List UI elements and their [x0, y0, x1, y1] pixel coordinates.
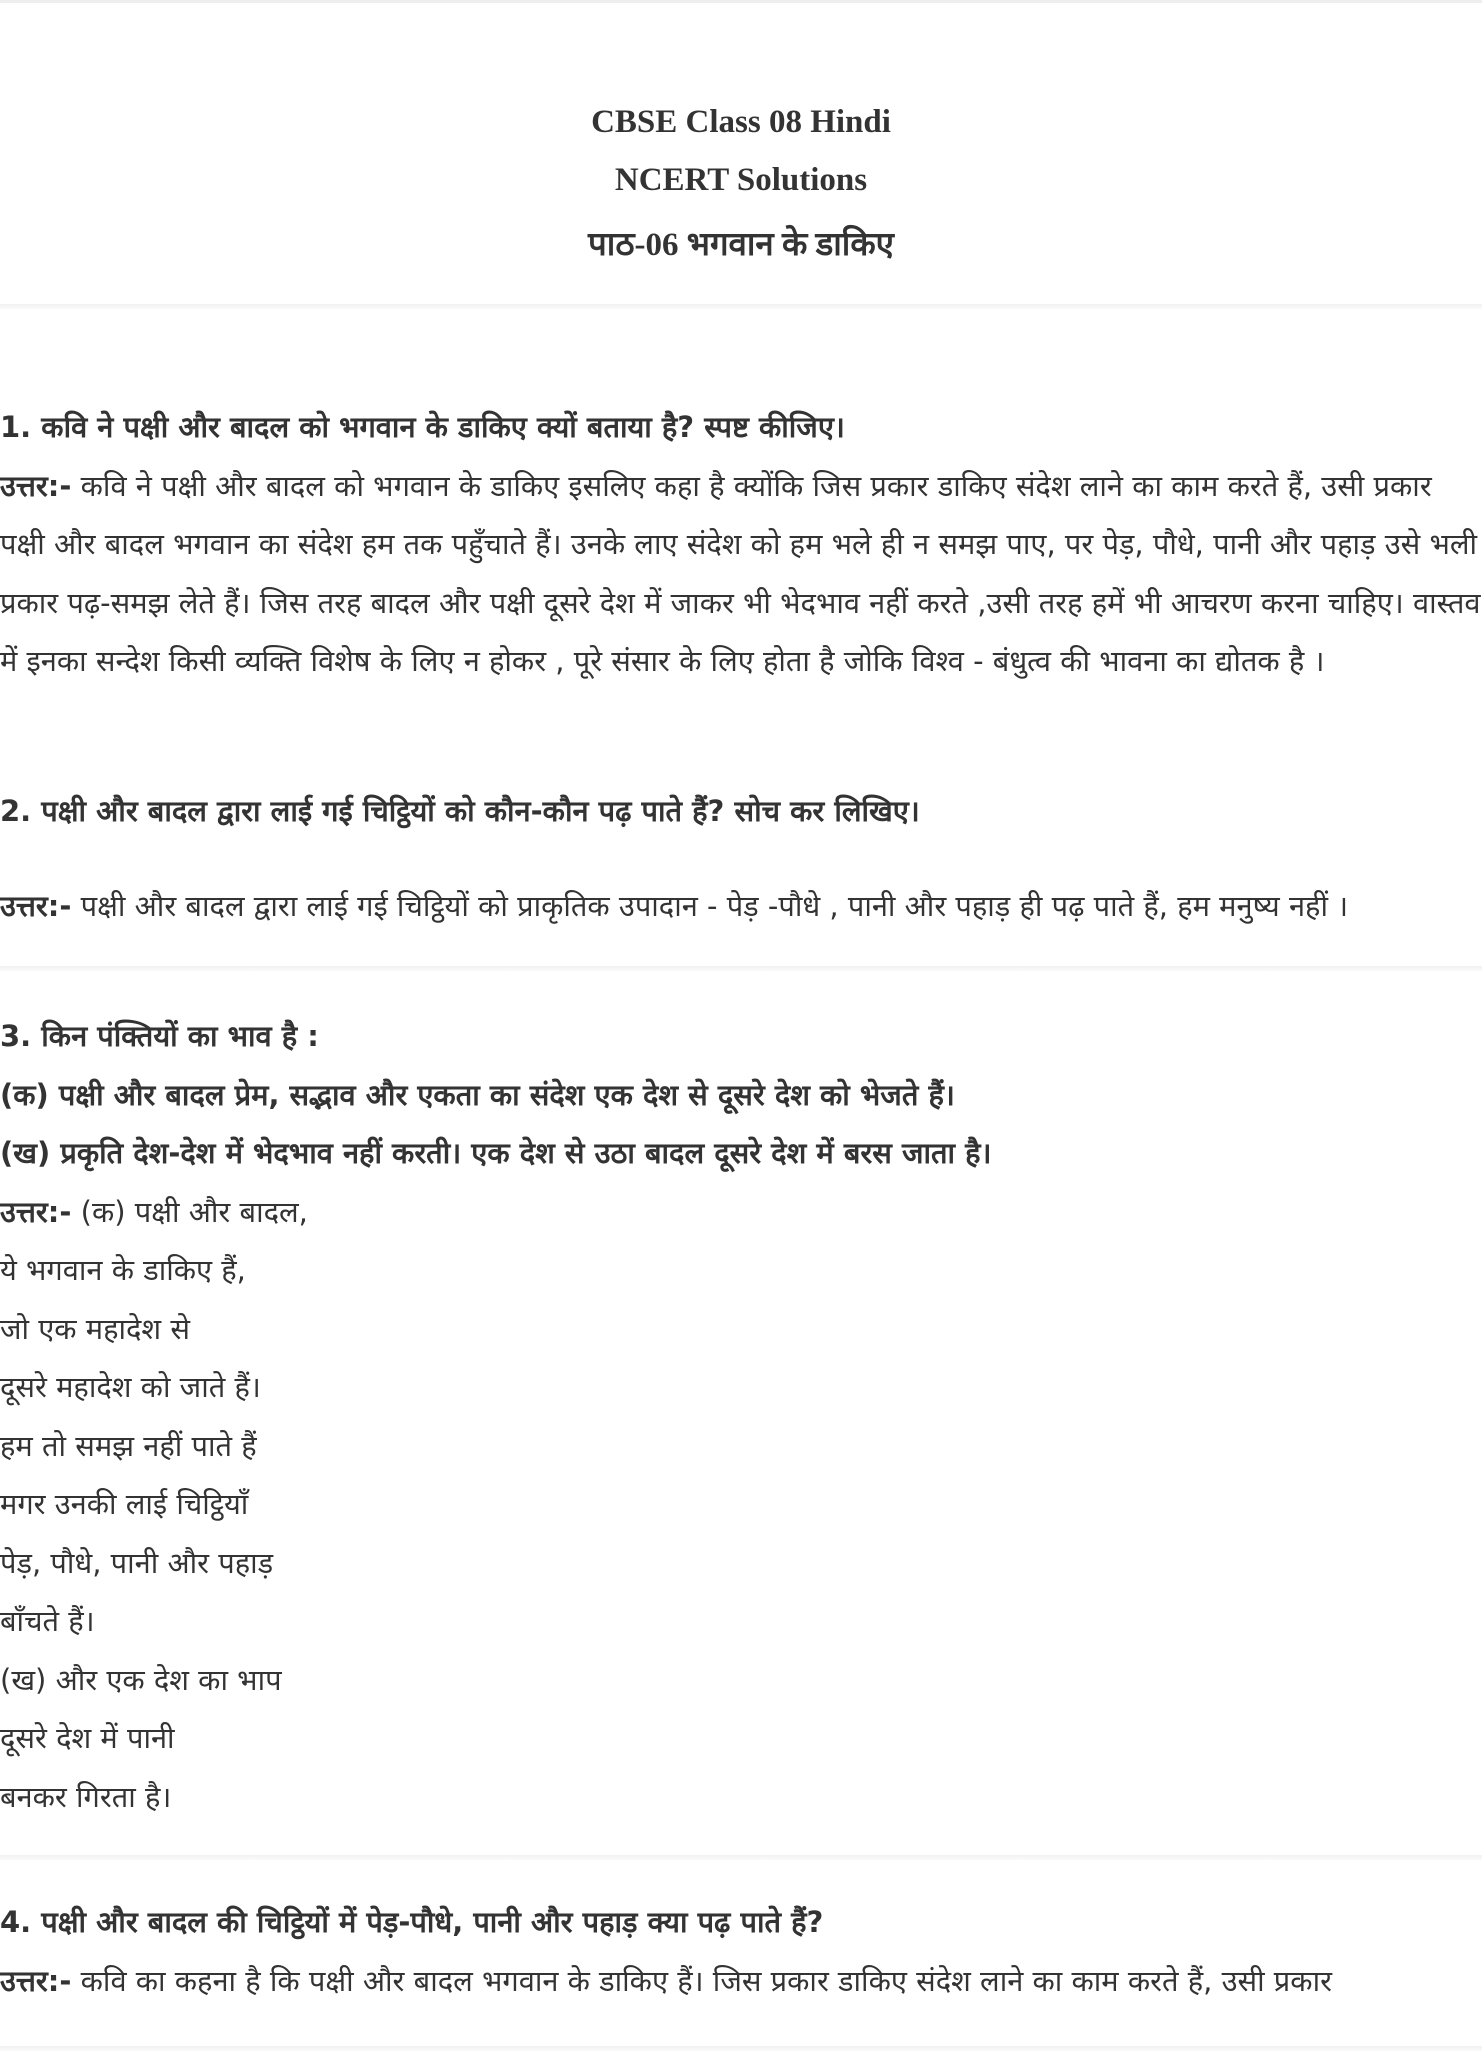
poem-line: जो एक महादेश से: [0, 1311, 190, 1346]
section-divider: [0, 1855, 1482, 1860]
question-4-block: [0, 1893, 1482, 2010]
answer-2: [0, 877, 1482, 936]
answer-2-text: पक्षी और बादल द्वारा लाई गई चिट्ठियों को प्राकृतिक उपादान - पेड़ -पौधे , पानी और पहाड़ ही पढ़ पाते हैं, हम मनुष्य नहीं ।: [80, 888, 1349, 923]
doc-title: CBSE Class 08 Hindi: [591, 104, 891, 140]
poem-line: मगर उनकी लाई चिट्ठियाँ: [0, 1487, 249, 1521]
answer-4-text: कवि का कहना है कि पक्षी और बादल भगवान के डाकिए हैं। जिस प्रकार डाकिए संदेश लाने का काम करते हैं, उसी प्रकार: [80, 1963, 1332, 1998]
poem-line: दूसरे देश में पानी: [0, 1721, 175, 1755]
question-4: 4. पक्षी और बादल की चिट्ठियों में पेड़-पौधे, पानी और पहाड़ क्या पढ़ पाते हैं?: [0, 1905, 824, 1939]
question-3: 3. किन पंक्तियों का भाव है :: [0, 1019, 319, 1053]
question-3-part-a: (क) पक्षी और बादल प्रेम, सद्भाव और एकता का संदेश एक देश से दूसरे देश को भेजते हैं।: [0, 1077, 955, 1112]
poem-line: ये भगवान के डाकिए हैं,: [0, 1253, 246, 1287]
chapter-title: पाठ-06 भगवान के डाकिए: [588, 227, 894, 263]
poem-line: (ख) और एक देश का भाप: [0, 1662, 282, 1697]
poem-line: दूसरे महादेश को जाते हैं।: [0, 1370, 261, 1404]
section-divider: [0, 2046, 1482, 2051]
section-divider: [0, 966, 1482, 971]
doc-subtitle: NCERT Solutions: [614, 162, 868, 198]
poem-line: बाँचते हैं।: [0, 1604, 95, 1638]
answer-1-text: कवि ने पक्षी और बादल को भगवान के डाकिए इसलिए कहा है क्योंकि जिस प्रकार डाकिए संदेश लाने का काम करते हैं, उसी प्रकार पक्षी और बादल भगवान का संदेश हम तक पहुँचाते हैं। उनके लाए संदेश को हम भले ही न समझ पाए, पर पेड़, पौधे, पानी और पहाड़ उसे भली प्रकार पढ़-समझ लेते हैं। जिस तरह बादल और पक्षी दूसरे देश में जाकर भी भेदभाव नहीं करते ,उसी तरह हमें भी आचरण करना चाहिए। वास्तव में इनका सन्देश किसी व्यक्ति विशेष के लिए न होकर , पूरे संसार के लिए होता है जोकि विश्व - बंधुत्व की भावना का द्योतक है ।: [0, 468, 1481, 678]
poem-line: (क) पक्षी और बादल,: [80, 1194, 308, 1229]
top-divider: [0, 0, 1482, 3]
poem-line: पेड़, पौधे, पानी और पहाड़: [0, 1545, 274, 1580]
question-2-block: [0, 782, 1482, 935]
answer-1: [0, 457, 1482, 691]
question-3-part-b: (ख) प्रकृति देश-देश में भेदभाव नहीं करती। एक देश से उठा बादल दूसरे देश में बरस जाता है।: [0, 1136, 992, 1170]
question-1-block: [0, 398, 1482, 691]
answer-label: उत्तर:-: [0, 888, 72, 923]
section-divider: [0, 304, 1482, 309]
question-2: 2. पक्षी और बादल द्वारा लाई गई चिट्ठियों को कौन-कौन पढ़ पाते हैं? सोच कर लिखिए।: [0, 794, 920, 828]
answer-3-line: [0, 1183, 1482, 1242]
question-1: 1. कवि ने पक्षी और बादल को भगवान के डाकिए क्यों बताया है? स्पष्ट कीजिए।: [0, 410, 845, 444]
answer-label: उत्तर:-: [0, 1194, 72, 1229]
answer-label: उत्तर:-: [0, 1963, 72, 1998]
question-3-block: [0, 1007, 1482, 1826]
poem-line: हम तो समझ नहीं पाते हैं: [0, 1428, 257, 1463]
poem-line: बनकर गिरता है।: [0, 1779, 172, 1814]
answer-4: [0, 1952, 1482, 2011]
answer-label: उत्तर:-: [0, 468, 72, 503]
